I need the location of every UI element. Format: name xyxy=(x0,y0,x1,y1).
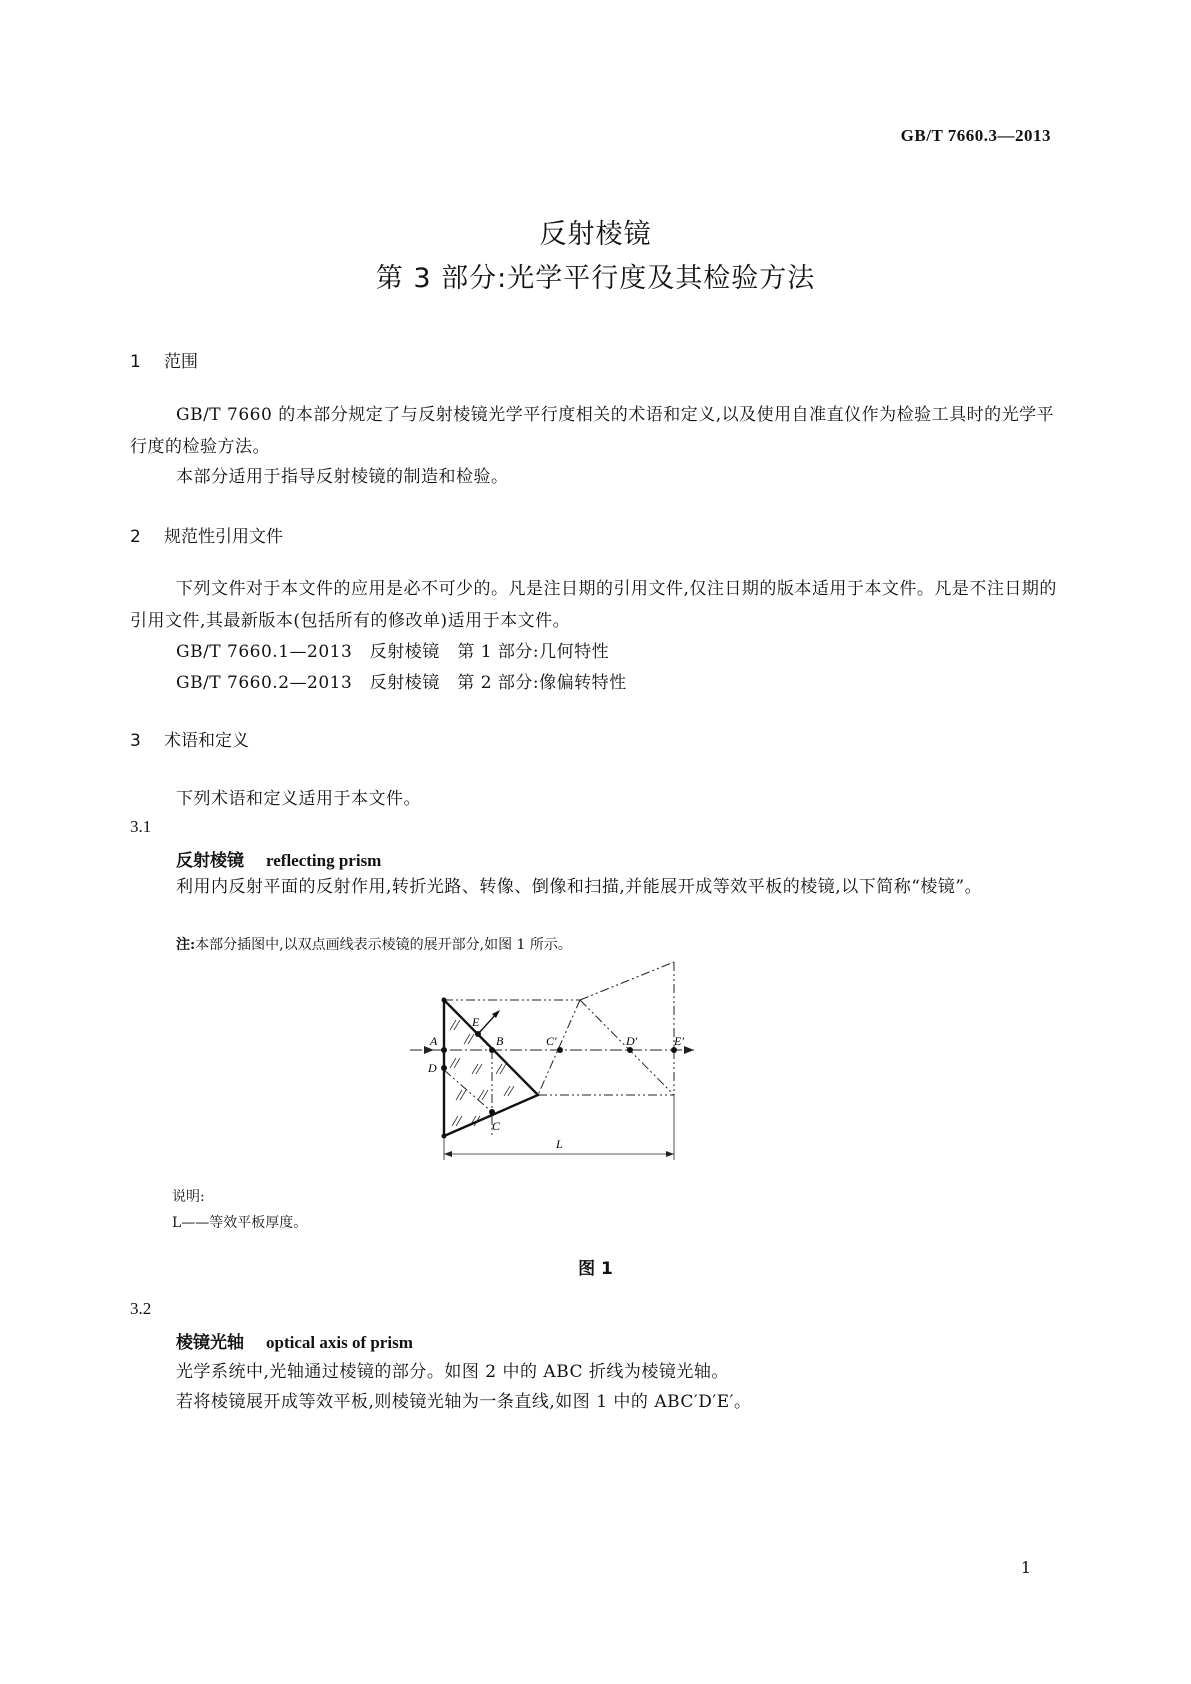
term-heading xyxy=(176,846,381,871)
term-definition: 利用内反射平面的反射作用,转折光路、转像、倒像和扫描,并能展开成等效平板的棱镜,以下简称“棱镜”。 xyxy=(176,877,983,897)
label-A: A xyxy=(430,1034,438,1048)
note-text: 本部分插图中,以双点画线表示棱镜的展开部分,如图 1 所示。 xyxy=(195,937,572,953)
point-E xyxy=(475,1031,481,1037)
section-1-paragraph-2: 本部分适用于指导反射棱镜的制造和检验。 xyxy=(176,467,509,487)
term-definition-line-2: 若将棱镜展开成等效平板,则棱镜光轴为一条直线,如图 1 中的 ABC′D′E′。 xyxy=(176,1392,752,1412)
figure-caption: 图 1 xyxy=(578,1259,613,1279)
point-C-prime xyxy=(557,1047,563,1053)
section-number: 2 xyxy=(130,527,141,547)
term-zh: 反射棱镜 xyxy=(176,851,244,871)
term-zh: 棱镜光轴 xyxy=(176,1333,244,1353)
section-1-paragraph-1: GB/T 7660 的本部分规定了与反射棱镜光学平行度相关的术语和定义,以及使用自准直仪作为检验工具时的光学平行度的检验方法。 xyxy=(130,405,1055,457)
point-C xyxy=(489,1109,495,1115)
term-en: reflecting prism xyxy=(266,851,382,870)
reference-item: GB/T 7660.2—2013 反射棱镜 第 2 部分:像偏转特性 xyxy=(176,673,627,693)
term-definition-line-1: 光学系统中,光轴通过棱镜的部分。如图 2 中的 ABC 折线为棱镜光轴。 xyxy=(176,1362,729,1382)
point-D xyxy=(441,1065,447,1071)
section-title: 范围 xyxy=(164,352,198,372)
section-2-paragraph-1: 下列文件对于本文件的应用是必不可少的。凡是注日期的引用文件,仅注日期的版本适用于本文件。凡是不注日期的引用文件,其最新版本(包括所有的修改单)适用于本文件。 xyxy=(130,579,1057,631)
legend-item: L——等效平板厚度。 xyxy=(172,1215,308,1231)
note-label: 注: xyxy=(176,937,196,953)
document-subtitle: 第 3 部分:光学平行度及其检验方法 xyxy=(375,263,816,294)
point-A xyxy=(441,1047,447,1053)
internal-ray-lower xyxy=(444,1070,492,1112)
label-C-prime: C′ xyxy=(546,1034,557,1048)
reference-item: GB/T 7660.1—2013 反射棱镜 第 1 部分:几何特性 xyxy=(176,642,610,662)
prism-vertex xyxy=(442,998,447,1003)
label-L: L xyxy=(556,1137,563,1151)
label-E-prime: E′ xyxy=(674,1034,684,1048)
section-number: 1 xyxy=(130,352,141,372)
standard-number: GB/T 7660.3—2013 xyxy=(900,126,1051,145)
term-en: optical axis of prism xyxy=(266,1333,413,1352)
section-2-heading xyxy=(130,522,283,547)
section-number: 3 xyxy=(130,731,141,751)
label-E: E xyxy=(472,1015,480,1029)
dimension-arrow-left xyxy=(444,1151,452,1157)
figure-1-diagram xyxy=(400,950,720,1170)
legend-title: 说明: xyxy=(172,1189,205,1205)
section-title: 规范性引用文件 xyxy=(164,527,283,547)
label-D: D xyxy=(428,1061,437,1075)
term-number: 3.2 xyxy=(130,1299,152,1318)
axis-arrow-head xyxy=(684,1046,694,1054)
point-B xyxy=(489,1047,495,1053)
dimension-arrow-right xyxy=(666,1151,674,1157)
section-title: 术语和定义 xyxy=(164,731,249,751)
label-D-prime: D′ xyxy=(626,1034,638,1048)
section-3-heading xyxy=(130,726,249,751)
section-3-intro: 下列术语和定义适用于本文件。 xyxy=(176,789,421,809)
section-1-heading xyxy=(130,347,198,372)
term-number: 3.1 xyxy=(130,817,152,836)
document-title: 反射棱镜 xyxy=(539,219,652,250)
page-number: 1 xyxy=(1020,1558,1031,1577)
term-heading xyxy=(176,1328,413,1353)
label-C: C xyxy=(492,1119,501,1133)
unfolded-slant-edge xyxy=(580,962,674,1000)
label-B: B xyxy=(496,1034,504,1048)
